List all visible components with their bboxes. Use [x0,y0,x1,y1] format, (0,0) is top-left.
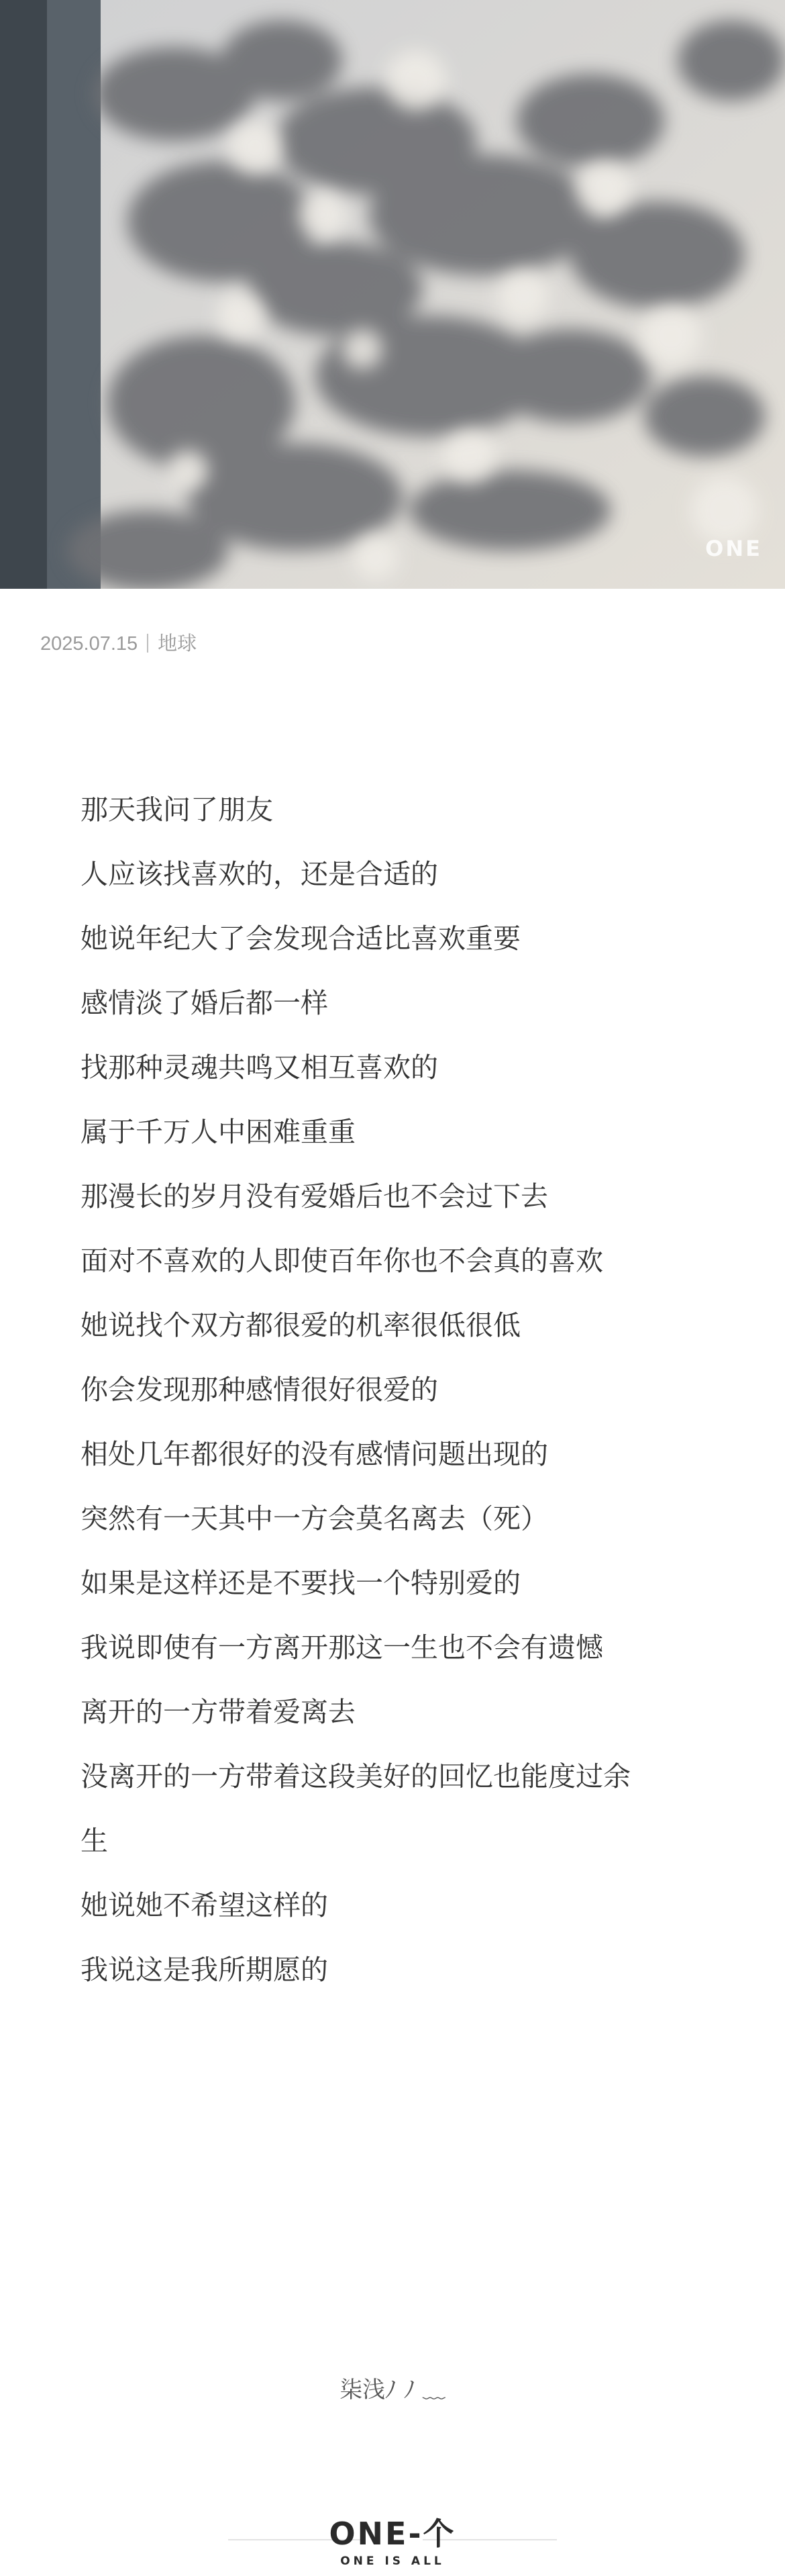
poem-body [81,777,698,2002]
poem-line: 我说这是我所期愿的 [81,1954,328,1986]
post-date: 2025.07.15 [40,633,138,655]
poem-line: 人应该找喜欢的，还是合适的 [81,858,438,890]
poem-line: 相处几年都很好的没有感情问题出现的 [81,1438,548,1470]
poem-line: 她说找个双方都很爱的机率很低很低 [81,1309,521,1341]
meta-divider [147,634,148,653]
poem-line: 感情淡了婚后都一样 [81,987,328,1019]
poem-line: 突然有一天其中一方会莫名离去（死） [81,1502,548,1535]
poem-line: 面对不喜欢的人即使百年你也不会真的喜欢 [81,1245,603,1277]
leaf-shadow-image [0,0,785,589]
footer-brand [0,2497,785,2576]
brand-slogan: ONE IS ALL [340,2555,445,2568]
poem-line: 那漫长的岁月没有爱婚后也不会过下去 [81,1180,548,1212]
one-watermark: ONE [705,536,762,561]
poem-line: 那天我问了朋友 [81,794,273,826]
poem-line: 她说她不希望这样的 [81,1889,328,1921]
brand-logo: ONE-个 [329,2516,456,2552]
poem-line: 生 [81,1825,108,1857]
poem-line: 离开的一方带着爱离去 [81,1696,356,1728]
post-meta [40,628,197,656]
author-name: 柒浅ﾉ ﾉ ﹏ [339,2377,446,2403]
poem-line: 找那种灵魂共鸣又相互喜欢的 [81,1051,438,1084]
post-location: 地球 [158,633,197,655]
poem-line: 你会发现那种感情很好很爱的 [81,1374,438,1406]
poem-line: 没离开的一方带着这段美好的回忆也能度过余 [81,1760,631,1793]
poem-line: 她说年纪大了会发现合适比喜欢重要 [81,922,521,955]
hero-photo [0,0,785,589]
poem-line: 属于千万人中困难重重 [81,1116,356,1148]
poem-line: 我说即使有一方离开那这一生也不会有遗憾 [81,1631,603,1664]
poem-line: 如果是这样还是不要找一个特别爱的 [81,1567,521,1599]
